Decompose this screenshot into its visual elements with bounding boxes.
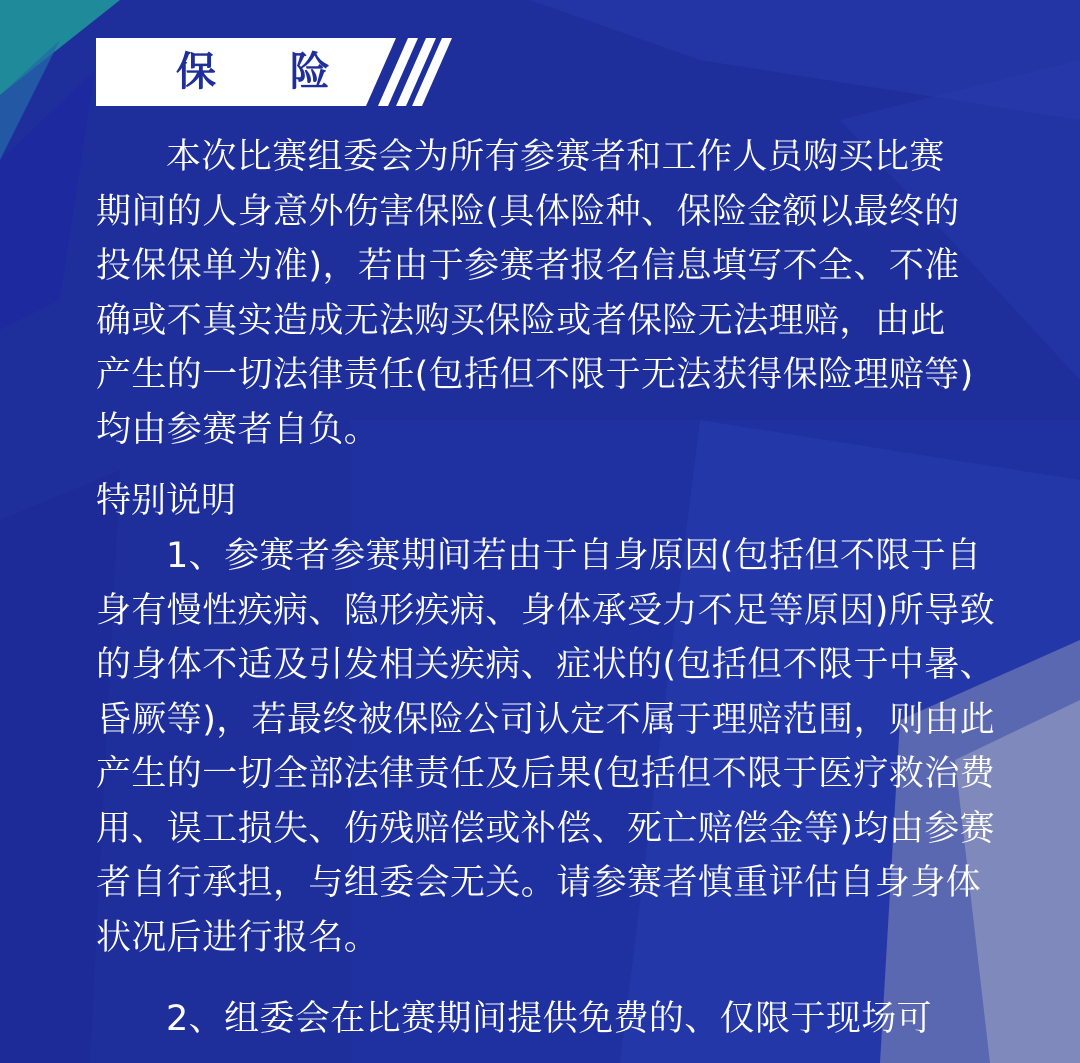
special-notes-heading: 特别说明 <box>96 481 237 521</box>
special-note-item-2: 2、组委会在比赛期间提供免费的、仅限于现场可 <box>166 999 933 1039</box>
special-note-item-1: 1、参赛者参赛期间若由于自身原因(包括但不限于自身有慢性疾病、隐形疾病、身体承受力不足等原因)所导致的身体不适及引发相关疾病、症状的(包括但不限于中暑、昏厥等)，若最终被保险公司认定不属于理赔范围，则由此产生的一切全部法律责任及后果(包括但不限于医疗救治费用、误工损失、伤残赔偿或补偿、死亡赔偿金等)均由参赛者自行承担，与组委会无关。请参赛者慎重评估自身身体状况后进行报名。 <box>96 536 996 958</box>
section-title-banner <box>96 38 452 106</box>
intro-paragraph: 本次比赛组委会为所有参赛者和工作人员购买比赛期间的人身意外伤害保险(具体险种、保险金额以最终的投保保单为准)，若由于参赛者报名信息填写不全、不准确或不真实造成无法购买保险或者保险无法理赔，由此产生的一切法律责任(包括但不限于无法获得保险理赔等)均由参赛者自负。 <box>96 137 974 450</box>
section-title: 保 险 <box>176 49 360 95</box>
